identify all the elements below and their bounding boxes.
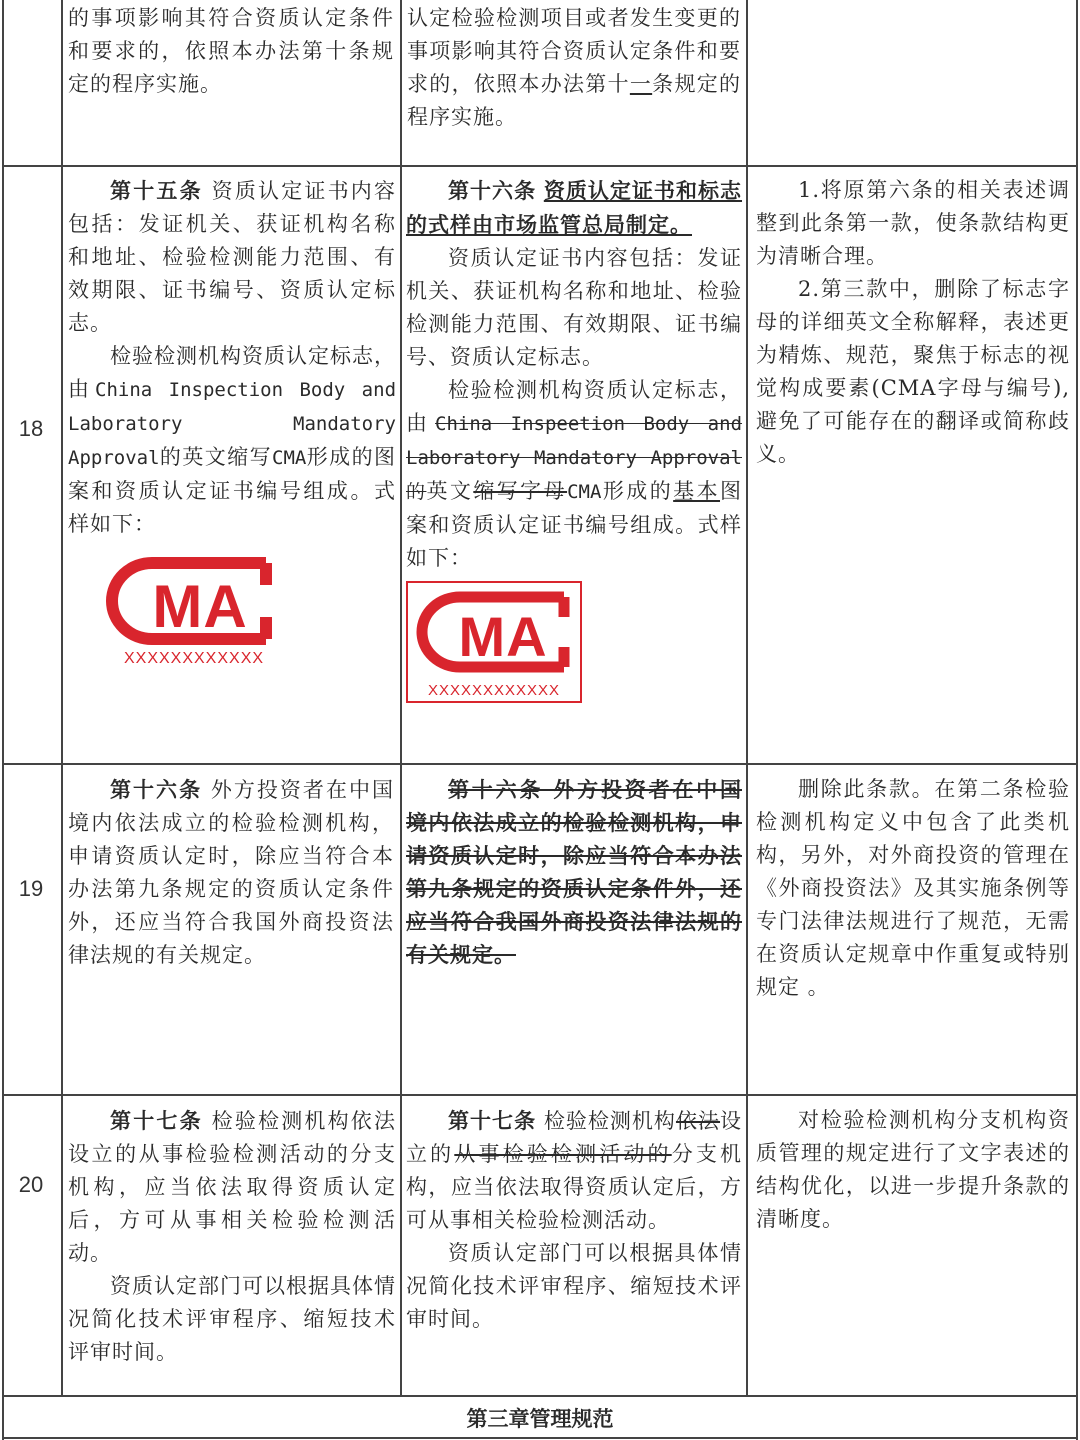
row17-new-paragraph	[407, 2, 741, 134]
row20-new-text	[406, 1104, 742, 1336]
row20-new-paragraph-2: 资质认定部门可以根据具体情况简化技术评审程序、缩短技术评审时间。	[406, 1241, 742, 1331]
row18-old-cma: CMA	[272, 447, 307, 469]
row20-number: 20	[18, 1172, 44, 1197]
row18-new-paragraph-2: 资质认定证书内容包括：发证机关、获证机构名称和地址、检验检测能力范围、有效期限、证书编号、资质认定标志。	[406, 246, 742, 369]
row20-old-text-part: 检验检测机构依法设立的从事检验检测活动的分支机构，应当依法取得资质认定后，方可从事相关检验检测活动。	[68, 1109, 397, 1265]
row18-new-text-part: 图案和资质认定证书编号组成。式样如下：	[406, 479, 743, 570]
row18-old-text-part: 的英文缩写	[159, 445, 273, 469]
row18-old-english-name: China Inspection Body and Laboratory Mandatory Approval	[68, 379, 397, 469]
row20-new-text-part: 分支机构，应当依法取得资质认定后，方可从事相关检验检测活动。	[406, 1142, 743, 1232]
row20-old-paragraph-1	[68, 1104, 396, 1270]
row20-note	[756, 1104, 1070, 1236]
row18-new-text-part: 形成的	[601, 479, 674, 503]
cma-logo-letters: MA	[458, 605, 548, 668]
column-divider	[746, 0, 748, 1397]
row20-new-article-title: 第十七条	[448, 1108, 537, 1133]
row17-new-text	[407, 2, 741, 134]
row18-new-deleted-text: 缩写字母	[473, 479, 568, 503]
cma-logo-number: XXXXXXXXXXXX	[123, 650, 265, 667]
row19-old-text	[68, 773, 394, 972]
row19-number: 19	[18, 876, 44, 901]
row18-old-paragraph-2	[68, 340, 396, 541]
row19-new-text	[406, 773, 742, 971]
row20-old-article-title: 第十七条	[110, 1108, 203, 1133]
row20-old-paragraph-2: 资质认定部门可以根据具体情况简化技术评审程序、缩短技术评审时间。	[68, 1274, 396, 1364]
row20-new-deleted-text: 从事检验检测活动的	[454, 1142, 672, 1166]
row18-old-paragraph-1	[68, 174, 396, 340]
cma-logo-new	[406, 581, 582, 703]
row18-new-text-part: 检验检测机构资质认定标志，由	[406, 378, 742, 435]
row17-old-paragraph: 的事项影响其符合资质认定条件和要求的，依照本办法第十条规定的程序实施。	[68, 6, 394, 96]
row20-new-paragraph-1	[406, 1104, 742, 1237]
row18-note	[756, 174, 1070, 471]
row18-old-text	[68, 174, 396, 669]
row20-old-text	[68, 1104, 396, 1369]
row20-note-paragraph: 对检验检测机构分支机构资质管理的规定进行了文字表述的结构优化，以进一步提升条款的清晰度。	[756, 1108, 1070, 1231]
row17-new-underlined: 一	[629, 72, 653, 96]
row19-note	[756, 773, 1070, 1004]
row19-old-paragraph	[68, 773, 394, 972]
row18-new-paragraph-1	[406, 174, 742, 242]
row18-old-article-title: 第十五条	[110, 178, 203, 203]
row-divider	[2, 165, 1078, 167]
cma-logo-number: XXXXXXXXXXXX	[427, 682, 561, 699]
chapter-heading: 第三章管理规范	[466, 1406, 614, 1431]
row20-new-text-part: 检验检测机构	[543, 1109, 676, 1133]
row18-note-paragraph-1: 1.将原第六条的相关表述调整到此条第一款，使条款结构更为清晰合理。	[756, 178, 1070, 268]
table-left-border	[2, 0, 4, 1440]
row18-new-paragraph-3	[406, 374, 742, 575]
row18-new-added-text: 基本	[673, 479, 721, 503]
row18-old-text-part: 形成的图案和资质认定证书编号组成。式样如下：	[68, 445, 397, 536]
row19-note-paragraph: 删除此条款。在第二条检验检测机构定义中包含了此类机构，另外，对外商投资的管理在《外商投资法》及其实施条例等专门法律法规进行了规范，无需在资质认定规章中作重复或特别规定 。	[756, 777, 1070, 999]
row-divider	[2, 1094, 1078, 1096]
row17-new-text-part: 条规定的程序实施。	[407, 72, 742, 129]
column-divider	[1076, 0, 1078, 1440]
row19-old-article-title: 第十六条	[110, 777, 203, 802]
row19-new-deleted-article: 第十六条 外方投资者在中国境内依法成立的检验检测机构，申请资质认定时，除应当符合本办法第九条规定的资质认定条件外，还应当符合我国外商投资法律法规的有关规定。	[406, 777, 742, 967]
row18-old-text-part: 检验检测机构资质认定标志，由	[68, 344, 396, 401]
row18-old-text-part: 资质认定证书内容包括：发证机关、获证机构名称和地址、检验检测能力范围、有效期限、证书编号、资质认定标志。	[68, 179, 397, 335]
row17-new-text-part: 认定检验检测项目或者发生变更的事项影响其符合资质认定条件和要求的，依照本办法第十	[407, 6, 741, 96]
row18-new-deleted-english: China Inspeetion Body and Laboratory Mandatory Approval的	[406, 413, 743, 503]
row18-new-article-title: 第十六条	[448, 178, 537, 203]
row18-new-text-part: 英文	[426, 479, 474, 503]
row20-new-text-part: 设立的	[406, 1109, 743, 1166]
row18-new-cma: CMA	[567, 481, 602, 503]
row19-old-text-part: 外方投资者在中国境内依法成立的检验检测机构，申请资质认定时，除应当符合本办法第九条规定的资质认定条件外，还应当符合我国外商投资法律法规的有关规定。	[68, 778, 394, 967]
row17-old-text	[68, 2, 394, 101]
row-divider	[2, 763, 1078, 765]
cma-logo-old	[94, 551, 294, 669]
row18-new-added-text: 资质认定证书和标志的式样由市场监管总局制定。	[406, 178, 743, 237]
row18-note-paragraph-2: 2.第三款中，删除了标志字母的详细英文全称解释，表述更为精炼、规范，聚焦于标志的视觉构成要素(CMA字母与编号),避免了可能存在的翻译或简称歧义。	[756, 277, 1070, 466]
row18-number: 18	[18, 416, 44, 441]
cma-logo-letters: MA	[152, 573, 248, 640]
row18-new-text	[406, 174, 742, 703]
row20-new-deleted-text: 依法	[675, 1109, 721, 1133]
column-divider	[400, 0, 402, 1397]
